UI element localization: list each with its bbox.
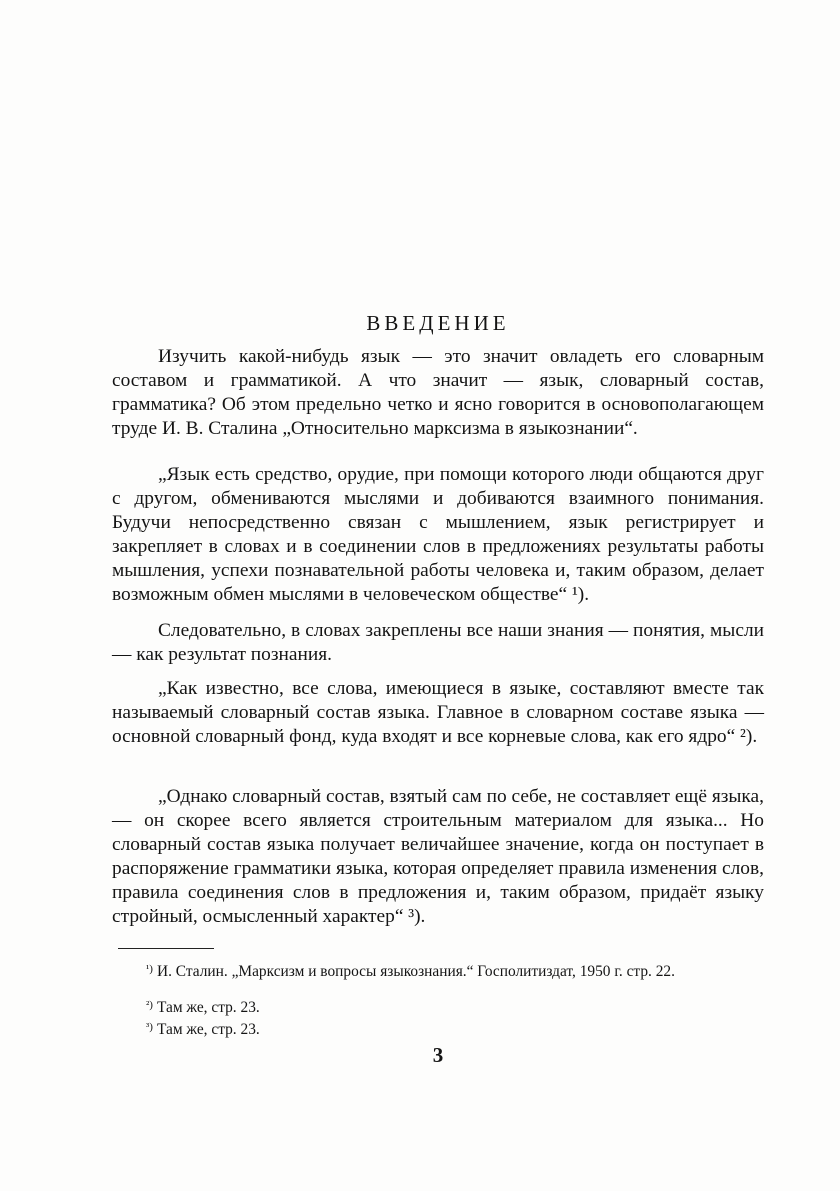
body-paragraph: Следовательно, в словах закреплены все наши знания — понятия, мысли — как результат познания. (112, 620, 764, 665)
body-paragraph: Изучить какой-нибудь язык — это значит овладеть его словарным составом и грамматикой. А что значит — язык, словарный состав, грамматика? Об этом предельно четко и ясно говорится в основополагающем труде И. В. Сталина „Относительно марксизма в языкознании“. (112, 346, 764, 439)
page-number: 3 (432, 1043, 444, 1067)
footnote-text: Там же, стр. 23. (156, 1021, 260, 1038)
footnote-mark: ²) (146, 999, 153, 1011)
footnote-text: И. Сталин. „Марксизм и вопросы языкознания.“ Госполитиздат, 1950 г. стр. 22. (156, 963, 675, 980)
footnote (146, 1018, 762, 1039)
footnote (146, 960, 762, 981)
chapter-title: ВВЕДЕНИЕ (366, 311, 510, 335)
quote-paragraph: „Язык есть средство, орудие, при помощи которого люди общаются друг с другом, обмениваются мыслями и добиваются взаимного понимания. Будучи непосредственно связан с мышлением, язык регистрирует и закрепляет в словах и в соединении слов в предложениях результаты работы мышления, успехи познавательной работы человека и, таким образом, делает возможным обмен мыслями в человеческом обществе“ ¹). (112, 464, 764, 605)
quote-paragraph: „Как известно, все слова, имеющиеся в языке, составляют вместе так называемый словарный состав языка. Главное в словарном составе языка — основной словарный фонд, куда входят и все корневые слова, как его ядро“ ²). (112, 678, 764, 747)
footnote-text: Там же, стр. 23. (156, 999, 260, 1016)
quote-paragraph: „Однако словарный состав, взятый сам по себе, не составляет ещё языка, — он скорее всего является строительным материалом для языка... Но словарный состав языка получает величайшее значение, когда он поступает в распоряжение грамматики языка, которая определяет правила изменения слов, правила соединения слов в предложения и, таким образом, придаёт языку стройный, осмысленный характер“ ³). (112, 786, 765, 927)
book-page (112, 0, 764, 1191)
footnote-separator (118, 948, 214, 949)
footnote-mark: ³) (146, 1021, 153, 1033)
footnote-mark: ¹) (146, 963, 153, 975)
footnote (146, 996, 762, 1017)
